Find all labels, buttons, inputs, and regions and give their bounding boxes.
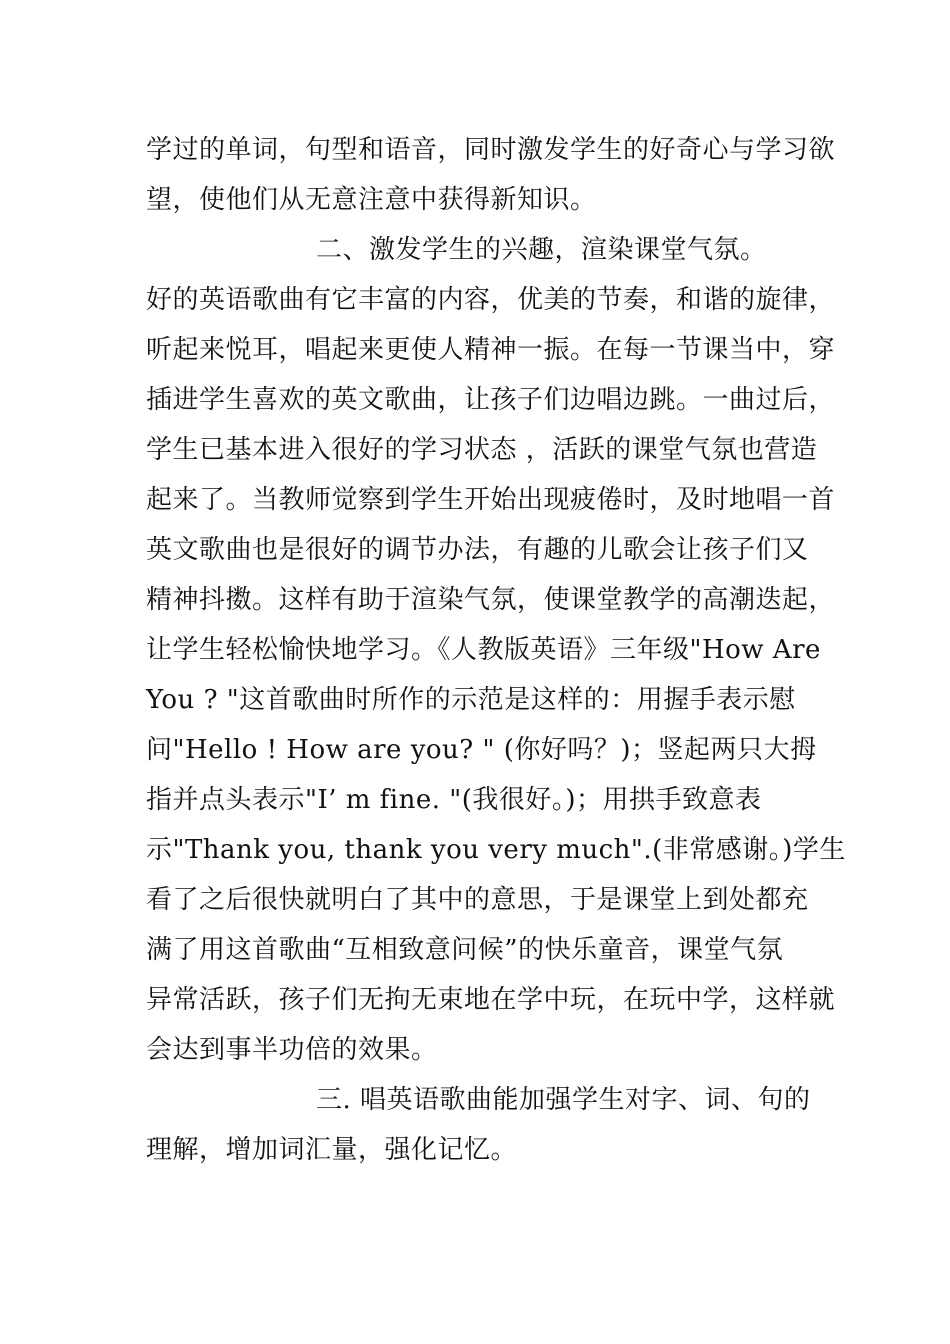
paragraph-line: 满了用这首歌曲“互相致意问候”的快乐童音，课堂气氛: [146, 935, 784, 965]
paragraph-line: 问"Hello ! How are you? " (你好吗？)；竖起两只大拇: [146, 735, 817, 765]
paragraph-line: 看了之后很快就明白了其中的意思，于是课堂上到处都充: [146, 885, 809, 915]
paragraph-line: 听起来悦耳，唱起来更使人精神一振。在每一节课当中，穿: [146, 335, 836, 365]
paragraph-line: 好的英语歌曲有它丰富的内容，优美的节奏，和谐的旋律，: [146, 285, 836, 315]
paragraph-line: 精神抖擞。这样有助于渲染气氛，使课堂教学的高潮迭起，: [146, 585, 836, 615]
paragraph-line: You ? "这首歌曲时所作的示范是这样的：用握手表示慰: [146, 685, 796, 715]
section-heading-2: 二、激发学生的兴趣，渲染课堂气氛。: [316, 235, 767, 265]
paragraph-line: 插进学生喜欢的英文歌曲，让孩子们边唱边跳。一曲过后，: [146, 385, 836, 415]
paragraph-line: 英文歌曲也是很好的调节办法，有趣的儿歌会让孩子们又: [146, 535, 809, 565]
paragraph-line: 异常活跃，孩子们无拘无束地在学中玩，在玩中学，这样就: [146, 985, 836, 1015]
paragraph-line: 学过的单词，句型和语音，同时激发学生的好奇心与学习欲: [146, 135, 836, 165]
paragraph-line: 示"Thank you, thank you very much".(非常感谢。)学生: [146, 835, 846, 865]
paragraph-line: 指并点头表示"I’ m fine. "(我很好。)；用拱手致意表: [146, 785, 762, 815]
section-heading-3: 三. 唱英语歌曲能加强学生对字、词、句的: [316, 1085, 811, 1115]
paragraph-line: 理解，增加词汇量，强化记忆。: [146, 1135, 518, 1165]
paragraph-line: 望，使他们从无意注意中获得新知识。: [146, 185, 597, 215]
paragraph-line: 学生已基本进入很好的学习状态 ，活跃的课堂气氛也营造: [146, 435, 818, 465]
paragraph-line: 会达到事半功倍的效果。: [146, 1035, 438, 1065]
paragraph-line: 让学生轻松愉快地学习。《人教版英语》三年级"How Are: [146, 635, 821, 665]
paragraph-line: 起来了。当教师觉察到学生开始出现疲倦时，及时地唱一首: [146, 485, 836, 515]
